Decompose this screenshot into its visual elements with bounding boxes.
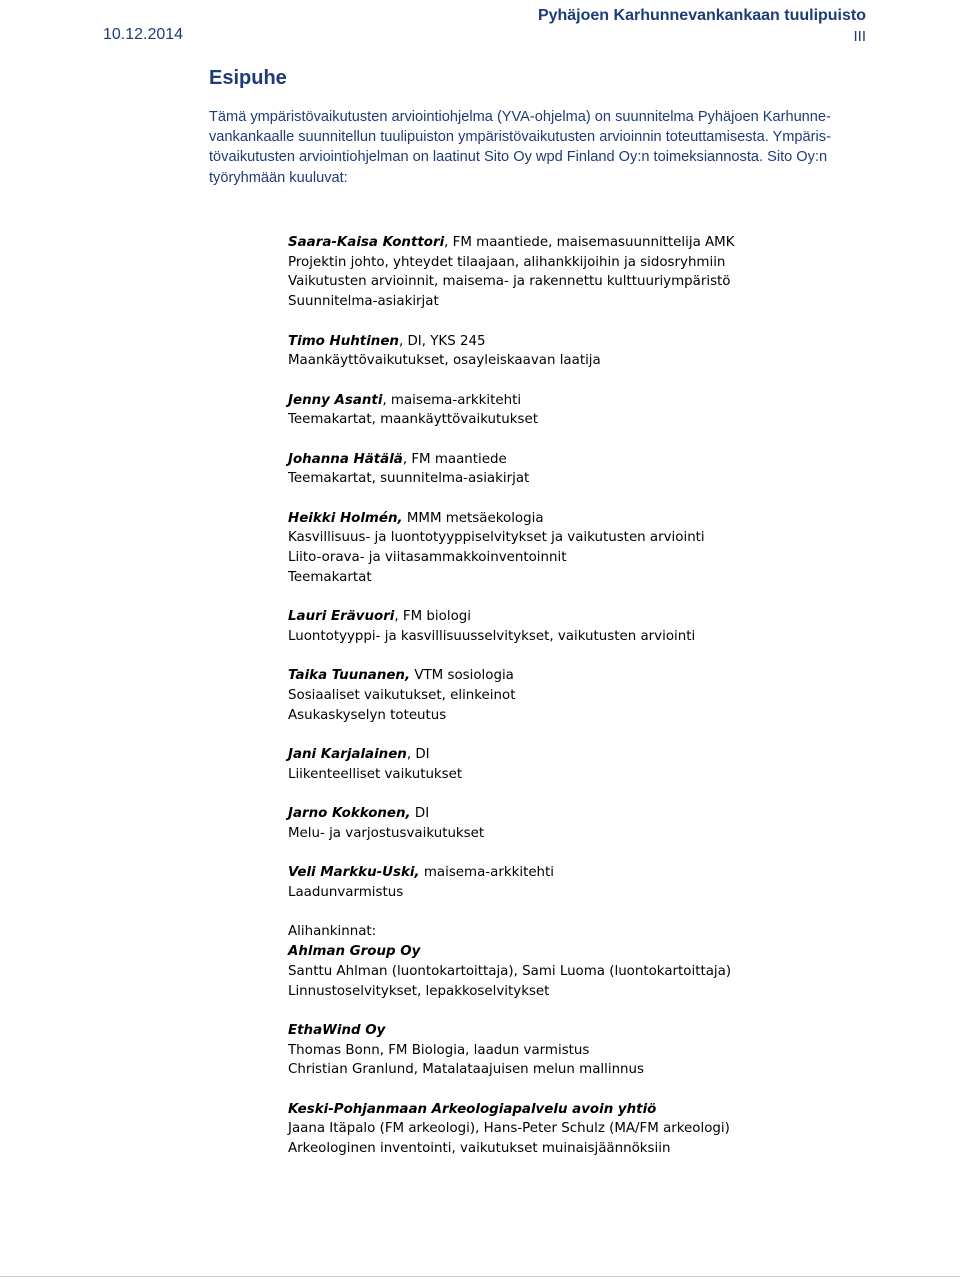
member-role: Sosiaaliset vaikutukset, elinkeinot [288,688,516,704]
member-title: DI [410,806,430,822]
intro-line: vankankaalle suunnitellun tuulipuiston ympäristövaikutusten arvioinnin toteuttamisesta. Ympäris- [209,129,831,146]
member-name: Veli Markku-Uski, [288,865,420,881]
member-role: Teemakartat [288,569,372,585]
subcontractor-detail: Thomas Bonn, FM Biologia, laadun varmistus [288,1042,590,1058]
team-member [288,332,908,371]
team-member [288,509,908,588]
team-member [288,804,908,843]
document-date: 10.12.2014 [103,26,184,43]
member-name: Saara-Kaisa Konttori [288,235,445,250]
team-member [288,607,908,646]
member-role: Melu- ja varjostusvaikutukset [288,825,485,841]
member-role: Liikenteelliset vaikutukset [288,766,463,782]
subcontractor-detail: Christian Granlund, Matalataajuisen melun mallinnus [288,1062,645,1078]
member-title: , FM biologi [394,609,471,625]
member-role: Asukaskyselyn toteutus [288,707,447,723]
document-title: Pyhäjoen Karhunnevankankaan tuulipuisto [537,7,866,24]
subcontractor-name: Ahlman Group Oy [288,944,421,960]
member-title: , FM maantiede [402,451,507,467]
member-title: , DI, YKS 245 [398,333,486,349]
subcontractor-detail: Santtu Ahlman (luontokartoittaja), Sami Luoma (luontokartoittaja) [288,963,732,979]
team-member [288,450,908,489]
subcontractor [288,1021,908,1080]
member-title: maisema-arkkitehti [419,865,555,881]
member-title: MMM metsäekologia [402,510,544,526]
member-name: Lauri Erävuori [288,609,395,625]
subcontractor-detail: Linnustoselvitykset, lepakkoselvitykset [288,983,550,999]
member-title: , maisema-arkkitehti [382,392,522,408]
subcontractor-name: Keski-Pohjanmaan Arkeologiapalvelu avoin yhtiö [288,1101,657,1117]
member-title: , DI [406,747,430,763]
member-name: Johanna Hätälä [288,451,403,467]
member-role: Laadunvarmistus [288,885,404,901]
intro-line: Tämä ympäristövaikutusten arviointiohjelma (YVA-ohjelma) on suunnitelma Pyhäjoen Karhunne- [209,109,831,125]
team-member [288,233,908,312]
team-list [288,233,908,1179]
page-number: III [853,28,866,45]
member-name: Jenny Asanti [288,392,383,408]
member-title: , FM maantiede, maisemasuunnittelija AMK [444,235,735,250]
team-member [288,745,908,784]
subcontractor-name: EthaWind Oy [288,1022,386,1038]
subcontractors-block [288,922,908,1001]
subcontractor-detail: Jaana Itäpalo (FM arkeologi), Hans-Peter Schulz (MA/FM arkeologi) [288,1121,730,1137]
member-name: Taika Tuunanen, [288,668,411,684]
team-member [288,666,908,725]
subcontractor [288,1100,908,1159]
member-name: Timo Huhtinen [288,333,399,349]
member-role: Kasvillisuus- ja luontotyyppiselvitykset ja vaikutusten arviointi [288,530,705,546]
subcontractors-label: Alihankinnat: [288,924,377,940]
member-role: Luontotyyppi- ja kasvillisuusselvitykset, vaikutusten arviointi [288,628,696,644]
team-member [288,863,908,902]
member-role: Liito-orava- ja viitasammakkoinventoinnit [288,550,567,566]
member-role: Maankäyttövaikutukset, osayleiskaavan laatija [288,353,601,369]
member-role: Teemakartat, maankäyttövaikutukset [288,412,538,428]
member-name: Jarno Kokkonen, [288,806,411,822]
member-role: Projektin johto, yhteydet tilaajaan, alihankkijoihin ja sidosryhmiin [288,254,726,270]
member-name: Heikki Holmén, [288,510,403,526]
team-member [288,391,908,430]
intro-line: tövaikutusten arviointiohjelman on laatinut Sito Oy wpd Finland Oy:n toimeksiannosta. Sito Oy:n [209,149,828,166]
member-role: Vaikutusten arvioinnit, maisema- ja rakennettu kulttuuriympäristö [288,274,731,290]
member-title: VTM sosiologia [410,668,514,684]
subcontractor-detail: Arkeologinen inventointi, vaikutukset muinaisjäännöksiin [288,1141,671,1157]
footer-rule [0,1276,960,1277]
intro-paragraph [209,107,869,188]
intro-line: työryhmään kuuluvat: [209,169,348,186]
member-name: Jani Karjalainen [288,747,407,763]
section-heading: Esipuhe [209,67,287,89]
member-role: Suunnitelma-asiakirjat [288,294,439,310]
member-role: Teemakartat, suunnitelma-asiakirjat [288,471,530,487]
